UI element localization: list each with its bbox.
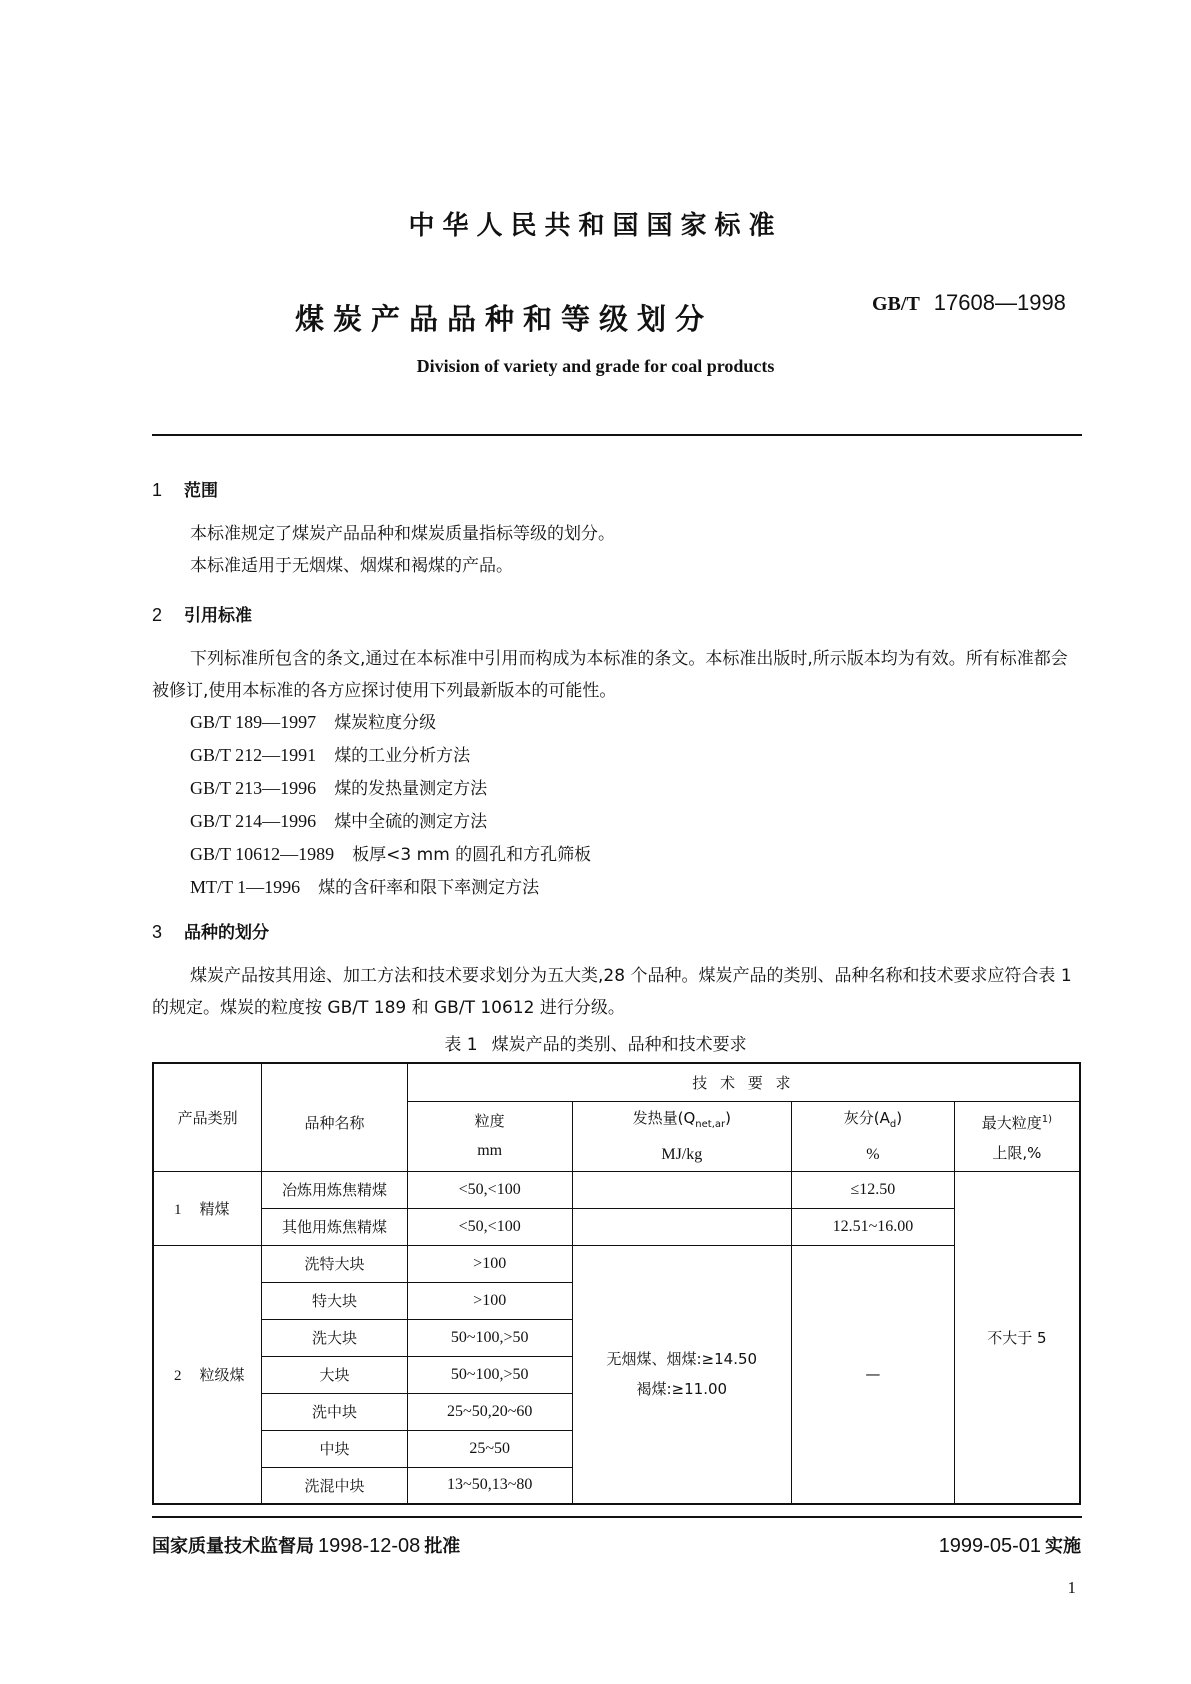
english-title: Division of variety and grade for coal products: [416, 356, 775, 376]
size-cell: >100: [407, 1245, 572, 1282]
reference-code: MT/T 1—1996: [190, 877, 301, 897]
variety-cell: 中块: [262, 1430, 408, 1467]
reference-title: 煤炭粒度分级: [334, 713, 437, 733]
section-2-para-1: 下列标准所包含的条文,通过在本标准中引用而构成为本标准的条文。本标准出版时,所示版本均为有效。所有标准都会被修订,使用本标准的各方应探讨使用下列最新版本的可能性。: [152, 649, 1068, 701]
issuer: 国家质量技术监督局: [152, 1536, 314, 1557]
reference-item: [190, 706, 591, 739]
variety-cell: 洗大块: [262, 1319, 408, 1356]
section-1-para-1: [152, 518, 1082, 550]
standard-code-prefix: GB/T: [872, 293, 920, 315]
approve-label: 批准: [424, 1536, 461, 1557]
reference-list: [190, 706, 591, 904]
effective-line: [939, 1532, 1081, 1558]
reference-title: 煤中全硫的测定方法: [334, 812, 488, 832]
table-row: [153, 1171, 1080, 1208]
size-cell: <50,<100: [407, 1171, 572, 1208]
national-standard-heading: 中华人民共和国国家标准: [408, 211, 783, 241]
reference-title: 煤的含矸率和限下率测定方法: [318, 878, 540, 898]
table-row: [153, 1245, 1080, 1282]
header-category: 产品类别: [153, 1063, 262, 1171]
section-title: 范围: [184, 481, 218, 501]
header-heat: [572, 1101, 792, 1171]
max-size-cell: 不大于 5: [954, 1171, 1080, 1504]
paragraph-text: 本标准规定了煤炭产品品种和煤炭质量指标等级的划分。: [190, 524, 615, 544]
reference-code: GB/T 214—1996: [190, 811, 317, 831]
header-ash-unit: %: [866, 1145, 880, 1163]
footer-divider: [152, 1516, 1082, 1518]
section-title: 品种的划分: [184, 923, 269, 943]
size-cell: 25~50: [407, 1430, 572, 1467]
effective-label: 实施: [1045, 1536, 1081, 1557]
header-divider: [152, 434, 1082, 436]
reference-title: 煤的发热量测定方法: [334, 779, 488, 799]
paragraph-text: 本标准适用于无烟煤、烟煤和褐煤的产品。: [190, 556, 513, 576]
header-max-size-unit: 上限,%: [992, 1143, 1042, 1162]
coal-products-table: [152, 1062, 1081, 1505]
heat-cell-merged: [572, 1245, 792, 1504]
variety-cell: 冶炼用炼焦精煤: [262, 1171, 408, 1208]
size-cell: <50,<100: [407, 1208, 572, 1245]
header-heat-label: 发热量$(Q_{net,ar})$: [632, 1108, 731, 1130]
heat-line-anthracite-bituminous: 无烟煤、烟煤:≥14.50: [606, 1350, 758, 1369]
document-title: 煤炭产品品种和等级划分: [295, 302, 714, 336]
header-variety: 品种名称: [262, 1063, 408, 1171]
section-number: 3: [152, 922, 163, 942]
reference-item: [190, 739, 591, 772]
category-cell: 1 精煤: [153, 1171, 262, 1245]
table-row: [153, 1208, 1080, 1245]
table-header-row: [153, 1063, 1080, 1101]
size-cell: 50~100,>50: [407, 1319, 572, 1356]
heat-line-lignite: 褐煤:≥11.00: [636, 1380, 728, 1399]
variety-cell: 其他用炼焦精煤: [262, 1208, 408, 1245]
variety-cell: 洗特大块: [262, 1245, 408, 1282]
section-title: 引用标准: [184, 606, 252, 626]
reference-code: GB/T 213—1996: [190, 778, 317, 798]
section-number: 1: [152, 480, 163, 500]
section-1-para-2: [152, 550, 1082, 582]
header-heat-unit: MJ/kg: [661, 1145, 703, 1163]
header-max-size-label: 最大粒度$^{1)}$: [981, 1113, 1053, 1132]
standard-code-number: 17608—1998: [933, 290, 1066, 315]
table-caption-title: 煤炭产品的类别、品种和技术要求: [491, 1035, 747, 1055]
page-number: 1: [1067, 1578, 1076, 1597]
ash-cell: 12.51~16.00: [792, 1208, 955, 1245]
heat-cell: [572, 1208, 792, 1245]
category-cell: 2 粒级煤: [153, 1245, 262, 1504]
section-number: 2: [152, 605, 163, 625]
variety-cell: 特大块: [262, 1282, 408, 1319]
size-cell: 50~100,>50: [407, 1356, 572, 1393]
header-size: [407, 1101, 572, 1171]
reference-item: [190, 871, 591, 904]
reference-item: [190, 805, 591, 838]
section-2-heading: [152, 601, 252, 626]
reference-code: GB/T 10612—1989: [190, 844, 335, 864]
size-cell: >100: [407, 1282, 572, 1319]
header-ash-label: 灰分$(A_d)$: [843, 1108, 903, 1130]
reference-item: [190, 838, 591, 871]
header-size-unit: mm: [477, 1142, 503, 1159]
standard-code: [872, 290, 1066, 316]
ash-cell-merged: —: [792, 1245, 955, 1504]
approval-line: [152, 1532, 460, 1558]
reference-title: 板厚<3 mm 的圆孔和方孔筛板: [352, 845, 592, 865]
table-caption: [0, 1030, 1191, 1055]
ash-cell: ≤12.50: [792, 1171, 955, 1208]
section-1-heading: [152, 476, 218, 501]
header-tech-requirements: 技 术 要 求: [407, 1063, 1080, 1101]
effective-date: 1999-05-01: [938, 1535, 1041, 1557]
size-cell: 13~50,13~80: [407, 1467, 572, 1504]
variety-cell: 洗中块: [262, 1393, 408, 1430]
header-max-size: [954, 1101, 1080, 1171]
reference-code: GB/T 189—1997: [190, 712, 317, 732]
approve-date: 1998-12-08: [318, 1535, 421, 1557]
header-size-label: 粒度: [474, 1112, 505, 1130]
heat-cell: [572, 1171, 792, 1208]
table-caption-label: 表 1: [444, 1035, 478, 1055]
section-3-heading: [152, 918, 269, 943]
size-cell: 25~50,20~60: [407, 1393, 572, 1430]
section-3-para-1: 煤炭产品按其用途、加工方法和技术要求划分为五大类,28 个品种。煤炭产品的类别、品种名称和技术要求应符合表 1 的规定。煤炭的粒度按 GB/T 189 和 GB/T 10612 进行分级。: [152, 966, 1072, 1018]
reference-title: 煤的工业分析方法: [334, 746, 471, 766]
variety-cell: 洗混中块: [262, 1467, 408, 1504]
reference-item: [190, 772, 591, 805]
variety-cell: 大块: [262, 1356, 408, 1393]
reference-code: GB/T 212—1991: [190, 745, 317, 765]
header-ash: [792, 1101, 955, 1171]
